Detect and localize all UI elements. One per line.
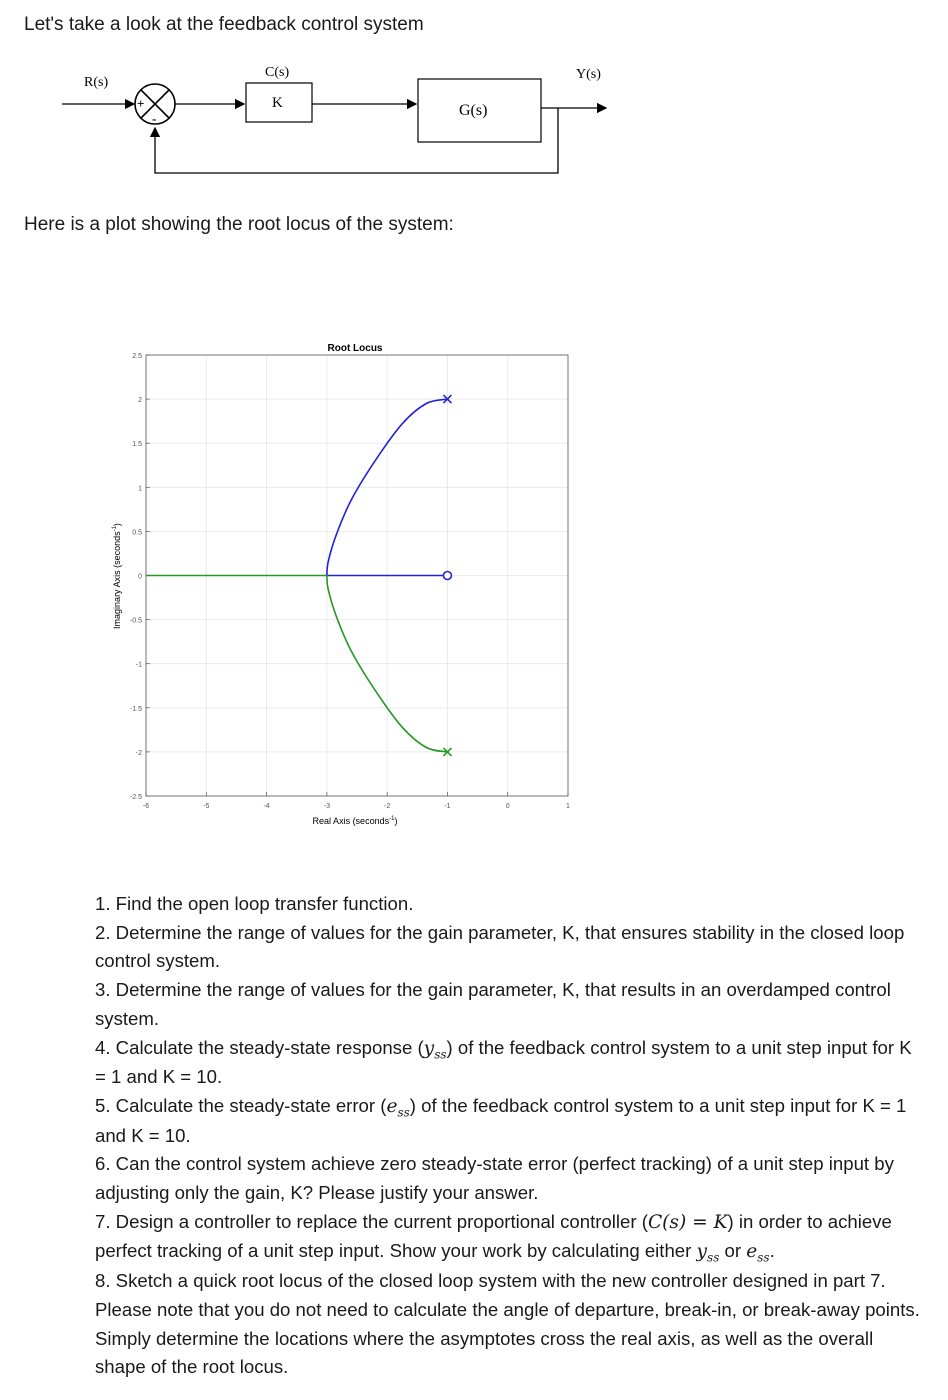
- controller-label: K: [272, 95, 283, 111]
- question-5: 5. Calculate the steady-state error $(e_{ss})$ of the feedback control system to a unit step input for K = 1 and K = 10.: [95, 1094, 907, 1146]
- y-tick-label: -2.5: [129, 794, 142, 801]
- question-8: 8. Sketch a quick root locus of the closed loop system with the new controller designed in part 7. Please note that you do not need to calculate the angle of departure, break-in, or break-away points. Simply determine the locations where the asymptotes cross the real axis, as well as the overall shape of the root locus.: [95, 1270, 920, 1378]
- x-tick-label: -4: [263, 803, 270, 810]
- plus-sign: +: [137, 96, 145, 111]
- intro-text: Let's take a look at the feedback control system: [24, 14, 424, 35]
- x-tick-label: 0: [505, 803, 510, 810]
- chart-title: Root Locus: [327, 343, 383, 354]
- x-tick-label: -1: [444, 803, 451, 810]
- y-tick-label: -2: [135, 749, 142, 757]
- question-6: 6. Can the control system achieve zero steady-state error (perfect tracking) of a unit step input by adjusting only the gain, K? Please justify your answer.: [95, 1153, 894, 1204]
- y-tick-label: 1.5: [132, 441, 142, 449]
- root-locus-chart: [0, 330, 948, 850]
- x-axis-label: Real Axis (seconds$^{-1}$): [312, 816, 398, 826]
- question-7: 7. Design a controller to replace the current proportional controller (C(s) = K) in order to achieve perfect tracking of a unit step input. Show your work by calculating either $y_{ss}$ or $e_{ss}$.: [95, 1210, 892, 1266]
- y-tick-label: -1: [135, 661, 142, 669]
- y-tick-label: 2.5: [132, 353, 142, 360]
- x-tick-label: -5: [203, 803, 210, 810]
- y-tick-label: 2: [138, 397, 142, 405]
- x-tick-label: -3: [323, 803, 330, 810]
- y-tick-label: 0.5: [132, 529, 142, 537]
- zero-marker: [443, 572, 451, 580]
- y-axis-label: Imaginary Axis (seconds$^{-1}$): [112, 523, 122, 629]
- question-2: 2. Determine the range of values for the gain parameter, K, that ensures stability in the closed loop control system.: [95, 921, 905, 972]
- block-diagram: [0, 45, 948, 235]
- x-tick-label: 1: [566, 803, 570, 810]
- question-3: 3. Determine the range of values for the gain parameter, K, that results in an overdamped control system.: [95, 979, 891, 1029]
- y-tick-label: -1.5: [129, 705, 142, 713]
- minus-sign: -: [152, 111, 157, 126]
- locus-intro-text: Here is a plot showing the root locus of the system:: [24, 214, 454, 235]
- x-tick-label: -6: [142, 803, 150, 810]
- controller-top-label: C(s): [265, 65, 290, 80]
- x-tick-label: -2: [384, 803, 391, 810]
- output-label: Y(s): [576, 67, 601, 82]
- question-4: 4. Calculate the steady-state response $(y_{ss})$ of the feedback control system to a unit step input for K = 1 and K = 10.: [95, 1036, 912, 1088]
- y-tick-label: 0: [138, 573, 142, 581]
- question-1: 1. Find the open loop transfer function.: [95, 893, 414, 914]
- y-tick-label: -0.5: [129, 617, 142, 625]
- input-label: R(s): [84, 75, 109, 90]
- question-list: [95, 890, 925, 1382]
- y-tick-label: 1: [138, 485, 142, 493]
- plant-label: G(s): [459, 102, 488, 119]
